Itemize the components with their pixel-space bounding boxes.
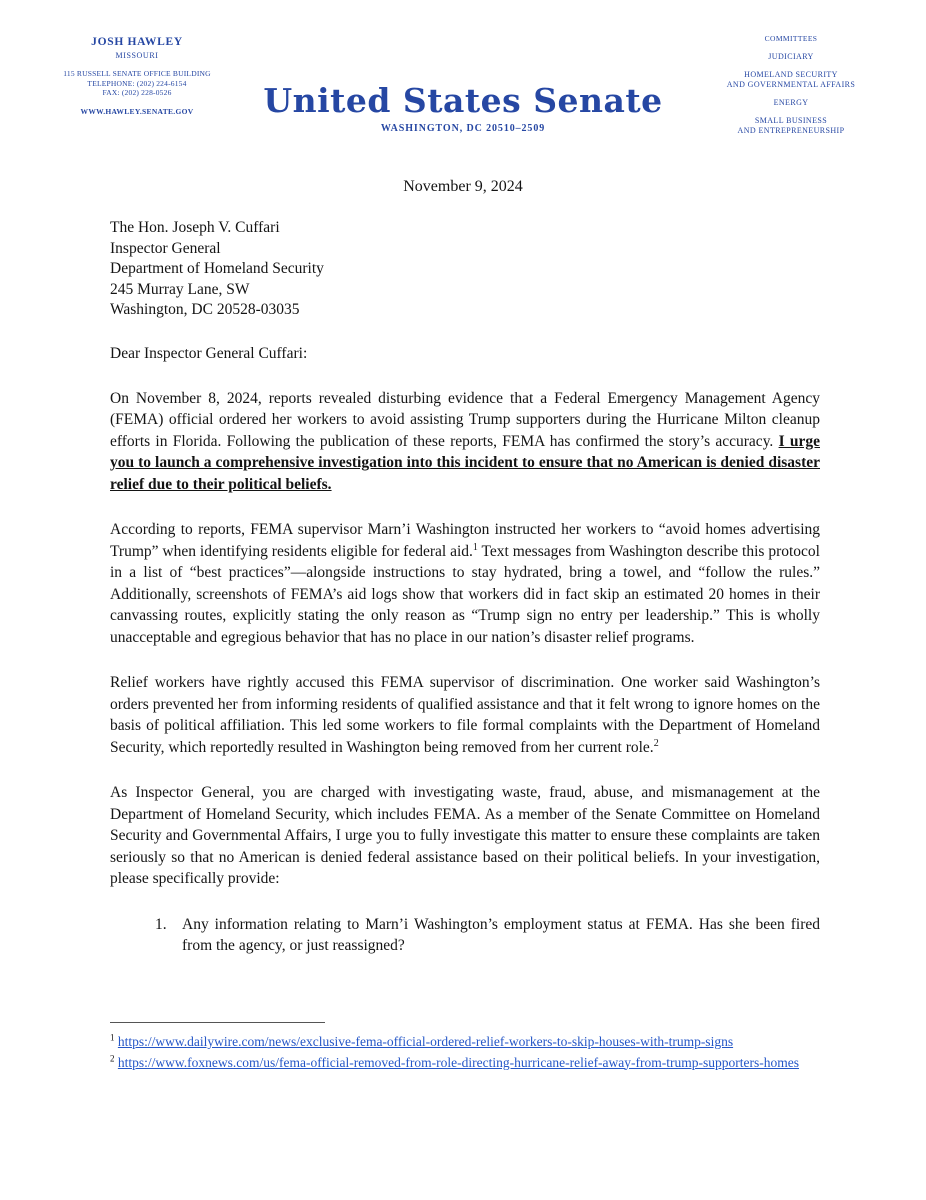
recipient-street: 245 Murray Lane, SW — [110, 280, 250, 298]
footnote-2-marker: 2 — [110, 1053, 115, 1063]
committees-block — [682, 34, 900, 136]
committee-energy: ENERGY — [773, 98, 809, 107]
footnote-1 — [110, 1032, 820, 1053]
committee-homeland-security-line2: AND GOVERNMENTAL AFFAIRS — [726, 80, 856, 89]
paragraph-2 — [110, 519, 820, 648]
recipient-block — [110, 218, 820, 321]
footnote-divider — [110, 1022, 325, 1023]
committees-heading: COMMITTEES — [764, 34, 818, 43]
request-list-item-1 — [110, 914, 820, 957]
recipient-name: The Hon. Joseph V. Cuffari — [110, 219, 280, 236]
recipient-department: Department of Homeland Security — [110, 260, 324, 277]
paragraph-2-text-a: According to reports, FEMA supervisor Marn’i Washington instructed her workers to “avoid homes advertising Trump” when identifying residents eligible for federal aid. — [110, 521, 820, 560]
sender-website: WWW.HAWLEY.SENATE.GOV — [80, 106, 194, 116]
committee-judiciary: JUDICIARY — [768, 52, 814, 61]
paragraph-4-text: As Inspector General, you are charged with investigating waste, fraud, abuse, and mismanagement at the Department of Homeland Security, which includes FEMA. As a member of the Senate Committee on Homeland Security and Governmental Affairs, I urge you to fully investigate this matter to ensure these complaints are taken seriously so that no American is denied federal assistance based on their political beliefs. In your investigation, please specifically provide: — [110, 784, 820, 887]
list-item-text: Any information relating to Marn’i Washington’s employment status at FEMA. Has she been fired from the agency, or just reassigned? — [182, 915, 820, 954]
letterhead — [0, 0, 926, 150]
footnotes-section — [110, 1022, 820, 1073]
letter-date: November 9, 2024 — [403, 178, 523, 195]
committee-homeland-security-line1: HOMELAND SECURITY — [744, 70, 838, 79]
list-item-number: 1. — [155, 915, 167, 933]
footnote-1-link[interactable]: https://www.dailywire.com/news/exclusive-fema-official-ordered-relief-workers-to-skip-houses-with-trump-signs — [117, 1034, 734, 1049]
paragraph-4 — [110, 782, 820, 890]
paragraph-3-text: Relief workers have rightly accused this FEMA supervisor of discrimination. One worker said Washington’s orders prevented her from informing residents of qualified assistance and that it felt wrong to ignore homes on the basis of political affiliation. This led some workers to file formal complaints with the Department of Homeland Security, which reportedly resulted in Washington being removed from her current role. — [110, 674, 820, 756]
senate-title: United States Senate — [263, 81, 663, 120]
recipient-title: Inspector General — [110, 239, 221, 257]
paragraph-1-emphasis: I urge you to launch a comprehensive investigation into this incident to ensure that no American is denied disaster relief due to their political beliefs. — [110, 432, 820, 493]
footnote-1-marker: 1 — [110, 1032, 115, 1043]
paragraph-1 — [110, 388, 820, 496]
sender-phone: TELEPHONE: (202) 224-6154 — [87, 78, 187, 88]
committee-small-business-line1: SMALL BUSINESS — [754, 116, 828, 125]
senate-city-line: WASHINGTON, DC 20510–2509 — [380, 123, 546, 134]
paragraph-3 — [110, 672, 820, 758]
footnote-2 — [110, 1053, 820, 1074]
salutation: Dear Inspector General Cuffari: — [110, 344, 308, 362]
sender-address: 115 RUSSELL SENATE OFFICE BUILDING — [63, 69, 211, 78]
paragraph-2-text-b: Text messages from Washington describe this protocol in a list of “best practices”—alongside instructions to stay hydrated, bring a towel, and “follow the rules.” Additionally, screenshots of FEMA’s aid logs show that workers did in fact skip an estimated 20 homes in their canvassing routes, explicitly stating the only reason as “Trump sign no entry per leadership.” This is wholly unacceptable and egregious behavior that has no place in our nation’s disaster relief programs. — [110, 542, 820, 646]
sender-state: MISSOURI — [115, 51, 159, 60]
sender-name: JOSH HAWLEY — [91, 36, 183, 48]
paragraph-1-text: On November 8, 2024, reports revealed disturbing evidence that a Federal Emergency Management Agency (FEMA) official ordered her workers to avoid assisting Trump supporters during the Hurricane Milton cleanup efforts in Florida. Following the publication of these reports, FEMA has confirmed the story’s accuracy. — [110, 389, 820, 450]
committee-small-business-line2: AND ENTREPRENEURSHIP — [737, 126, 845, 135]
recipient-city: Washington, DC 20528-03035 — [110, 301, 300, 318]
footnote-ref-2: 2 — [653, 737, 659, 749]
letter-body — [110, 218, 820, 957]
sender-fax: FAX: (202) 228-0526 — [102, 88, 172, 97]
footnote-ref-1: 1 — [472, 541, 478, 553]
footnote-2-link[interactable]: https://www.foxnews.com/us/fema-official-removed-from-role-directing-hurricane-relief-away-from-trump-supporters-homes — [117, 1054, 799, 1070]
